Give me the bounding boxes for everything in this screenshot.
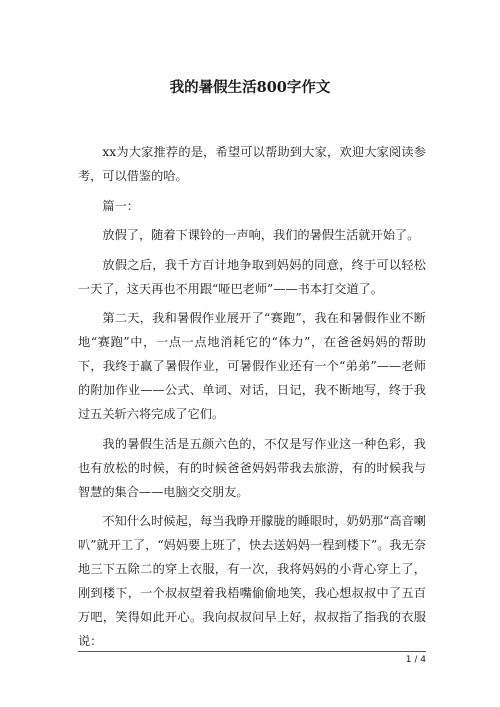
paragraph-intro: xx为大家推荐的是，希望可以帮助到大家，欢迎大家阅读参考，可以借鉴的哈。	[78, 145, 426, 183]
paragraph: 我的暑假生活是五颜六色的，不仅是写作业这一种色彩，我也有放松的时候，有的时候爸爸妈妈带我去旅游，有的时候我与智慧的集合——电脑交交朋友。	[78, 436, 426, 499]
paragraph: 第二天，我和暑假作业展开了“赛跑”，我在和暑假作业不断地“赛跑”中，一点一点地消耗它的“体力”，在爸爸妈妈的帮助下，我终于赢了暑假作业，可暑假作业还有一个“弟弟”——老师的附加作业——公式、单词、对话，日记，我不断地写，终于我过五关斩六将完成了它们。	[78, 311, 426, 421]
page-title: 我的暑假生活800字作文	[169, 79, 331, 96]
document-body	[78, 140, 426, 659]
paragraph: 不知什么时候起，每当我睁开朦胧的睡眼时，奶奶那“高音喇叭”就开工了，“妈妈要上班了，快去送妈妈一程到楼下”。我无奈地三下五除二的穿上衣服，有一次，我将妈妈的小背心穿上了，刚到楼下，一个叔叔望着我梧嘴偷偷地笑，我心想叔叔中了五百万吧，笑得如此开心。我向叔叔问早上好，叔叔指了指我的衣服说：	[78, 514, 426, 648]
footer-divider	[78, 651, 426, 652]
paragraph: 放假了，随着下课铃的一声响，我们的暑假生活就开始了。	[102, 228, 420, 242]
page-number: 1 / 4	[405, 655, 426, 665]
paragraph-section-label: 篇一：	[102, 198, 139, 213]
paragraph: 放假之后，我千方百计地争取到妈妈的同意，终于可以轻松一天了，这天再也不用跟“哑巴老师”——书本打交道了。	[78, 257, 426, 296]
